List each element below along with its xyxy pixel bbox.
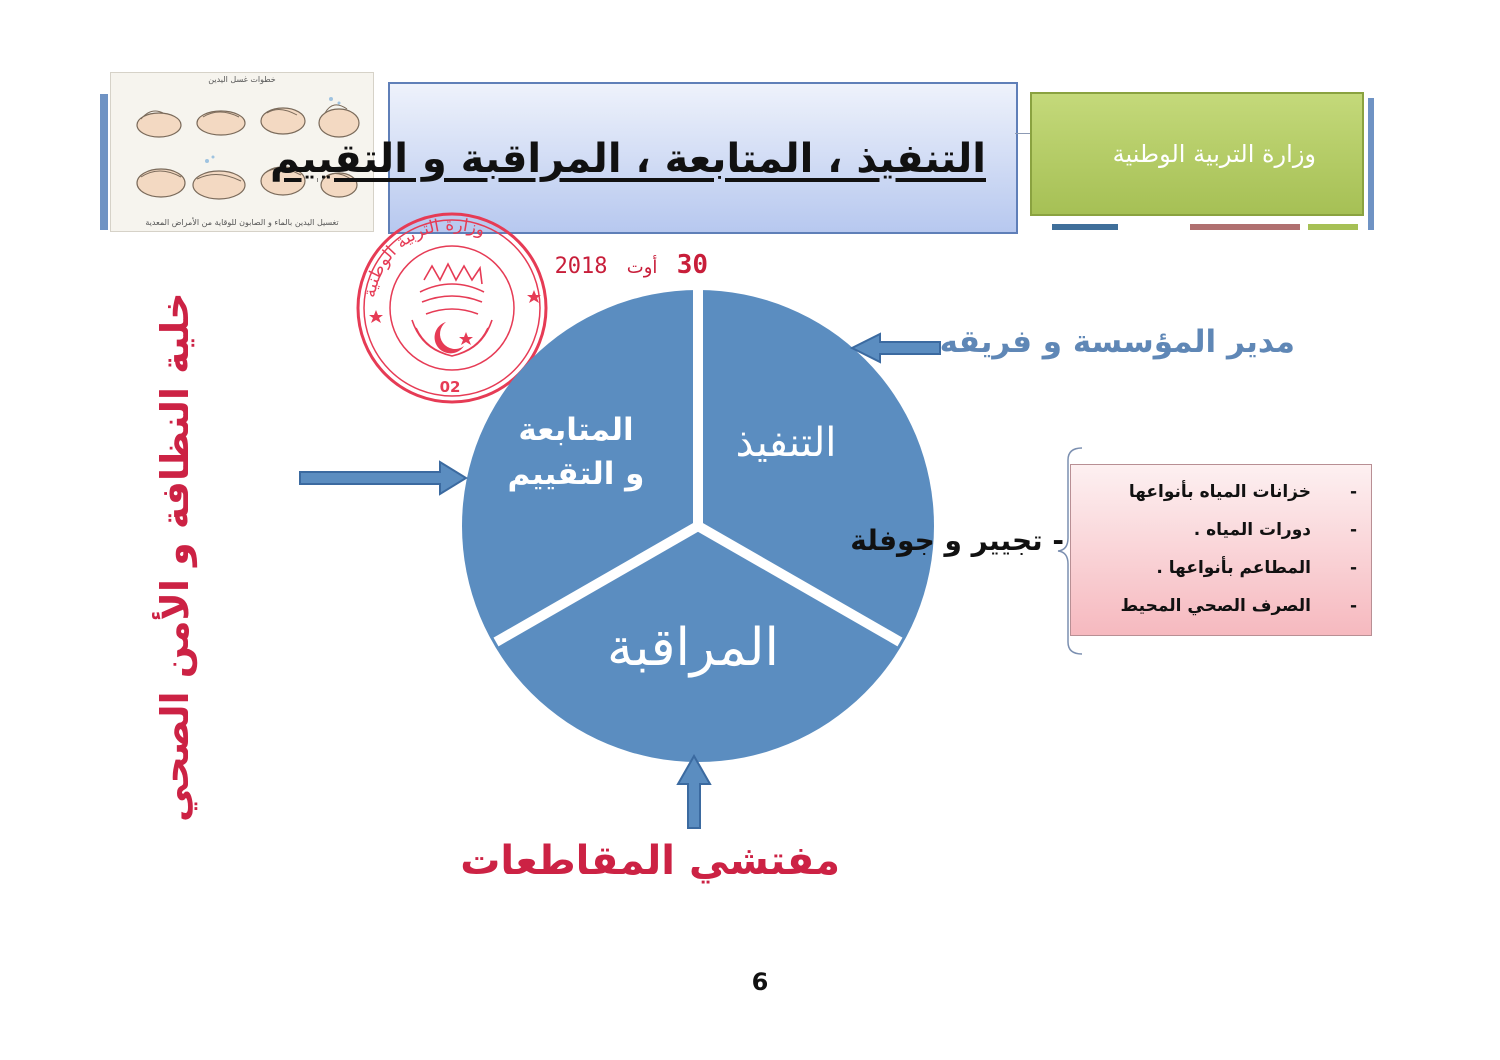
list-item <box>1071 555 1371 593</box>
page-title: التنفيذ ، المتابعة ، المراقبة و التقييم <box>270 136 986 182</box>
list-marker: - <box>1349 520 1357 540</box>
stamp-number: 02 <box>439 378 461 396</box>
director-label: مدير المؤسسة و فريقه <box>939 324 1295 360</box>
list-item-text: الصرف الصحي المحيط <box>1120 596 1311 616</box>
segment-followup-line1: المتابعة <box>518 412 634 448</box>
equipment-label: - تجيير و جوفلة <box>850 524 1064 557</box>
list-item-text: خزانات المياه بأنواعها <box>1128 482 1311 502</box>
date-day: 30 <box>676 250 708 280</box>
inspectors-label: مفتشي المقاطعات <box>460 838 840 884</box>
ministry-name: وزارة التربية الوطنية <box>1112 140 1316 168</box>
list-marker: - <box>1349 596 1357 616</box>
list-item-text: المطاعم بأنواعها . <box>1156 558 1311 578</box>
segment-implementation-label: التنفيذ <box>735 420 837 466</box>
stamp-ring-text: وزارة التربية الوطنية <box>359 214 489 300</box>
list-marker: - <box>1349 482 1357 502</box>
segment-monitoring-label: المراقبة <box>607 618 779 678</box>
date-month: أوت <box>626 257 658 278</box>
segment-followup-line2: و التقييم <box>507 456 645 492</box>
facilities-list-box <box>1070 464 1372 636</box>
handwash-caption-top: خطوات غسل اليدين <box>208 75 276 84</box>
list-marker: - <box>1349 558 1357 578</box>
arrow-right-from-cell <box>300 462 466 494</box>
hygiene-cell-label: خلية النظافة و الأمن الصحي <box>153 292 197 822</box>
list-item-text: دورات المياه . <box>1193 520 1311 540</box>
arrow-up-from-inspectors <box>678 756 710 828</box>
list-item <box>1071 517 1371 555</box>
date-year: 2018 <box>554 254 608 279</box>
page-number: 6 <box>751 968 769 996</box>
list-item <box>1071 593 1371 631</box>
facilities-list <box>1071 465 1371 631</box>
arrow-left-from-director <box>852 334 940 362</box>
list-item <box>1071 479 1371 517</box>
handwash-caption-bottom: تغسيل اليدين بالماء و الصابون للوقاية من الأمراض المعدية <box>145 218 339 227</box>
